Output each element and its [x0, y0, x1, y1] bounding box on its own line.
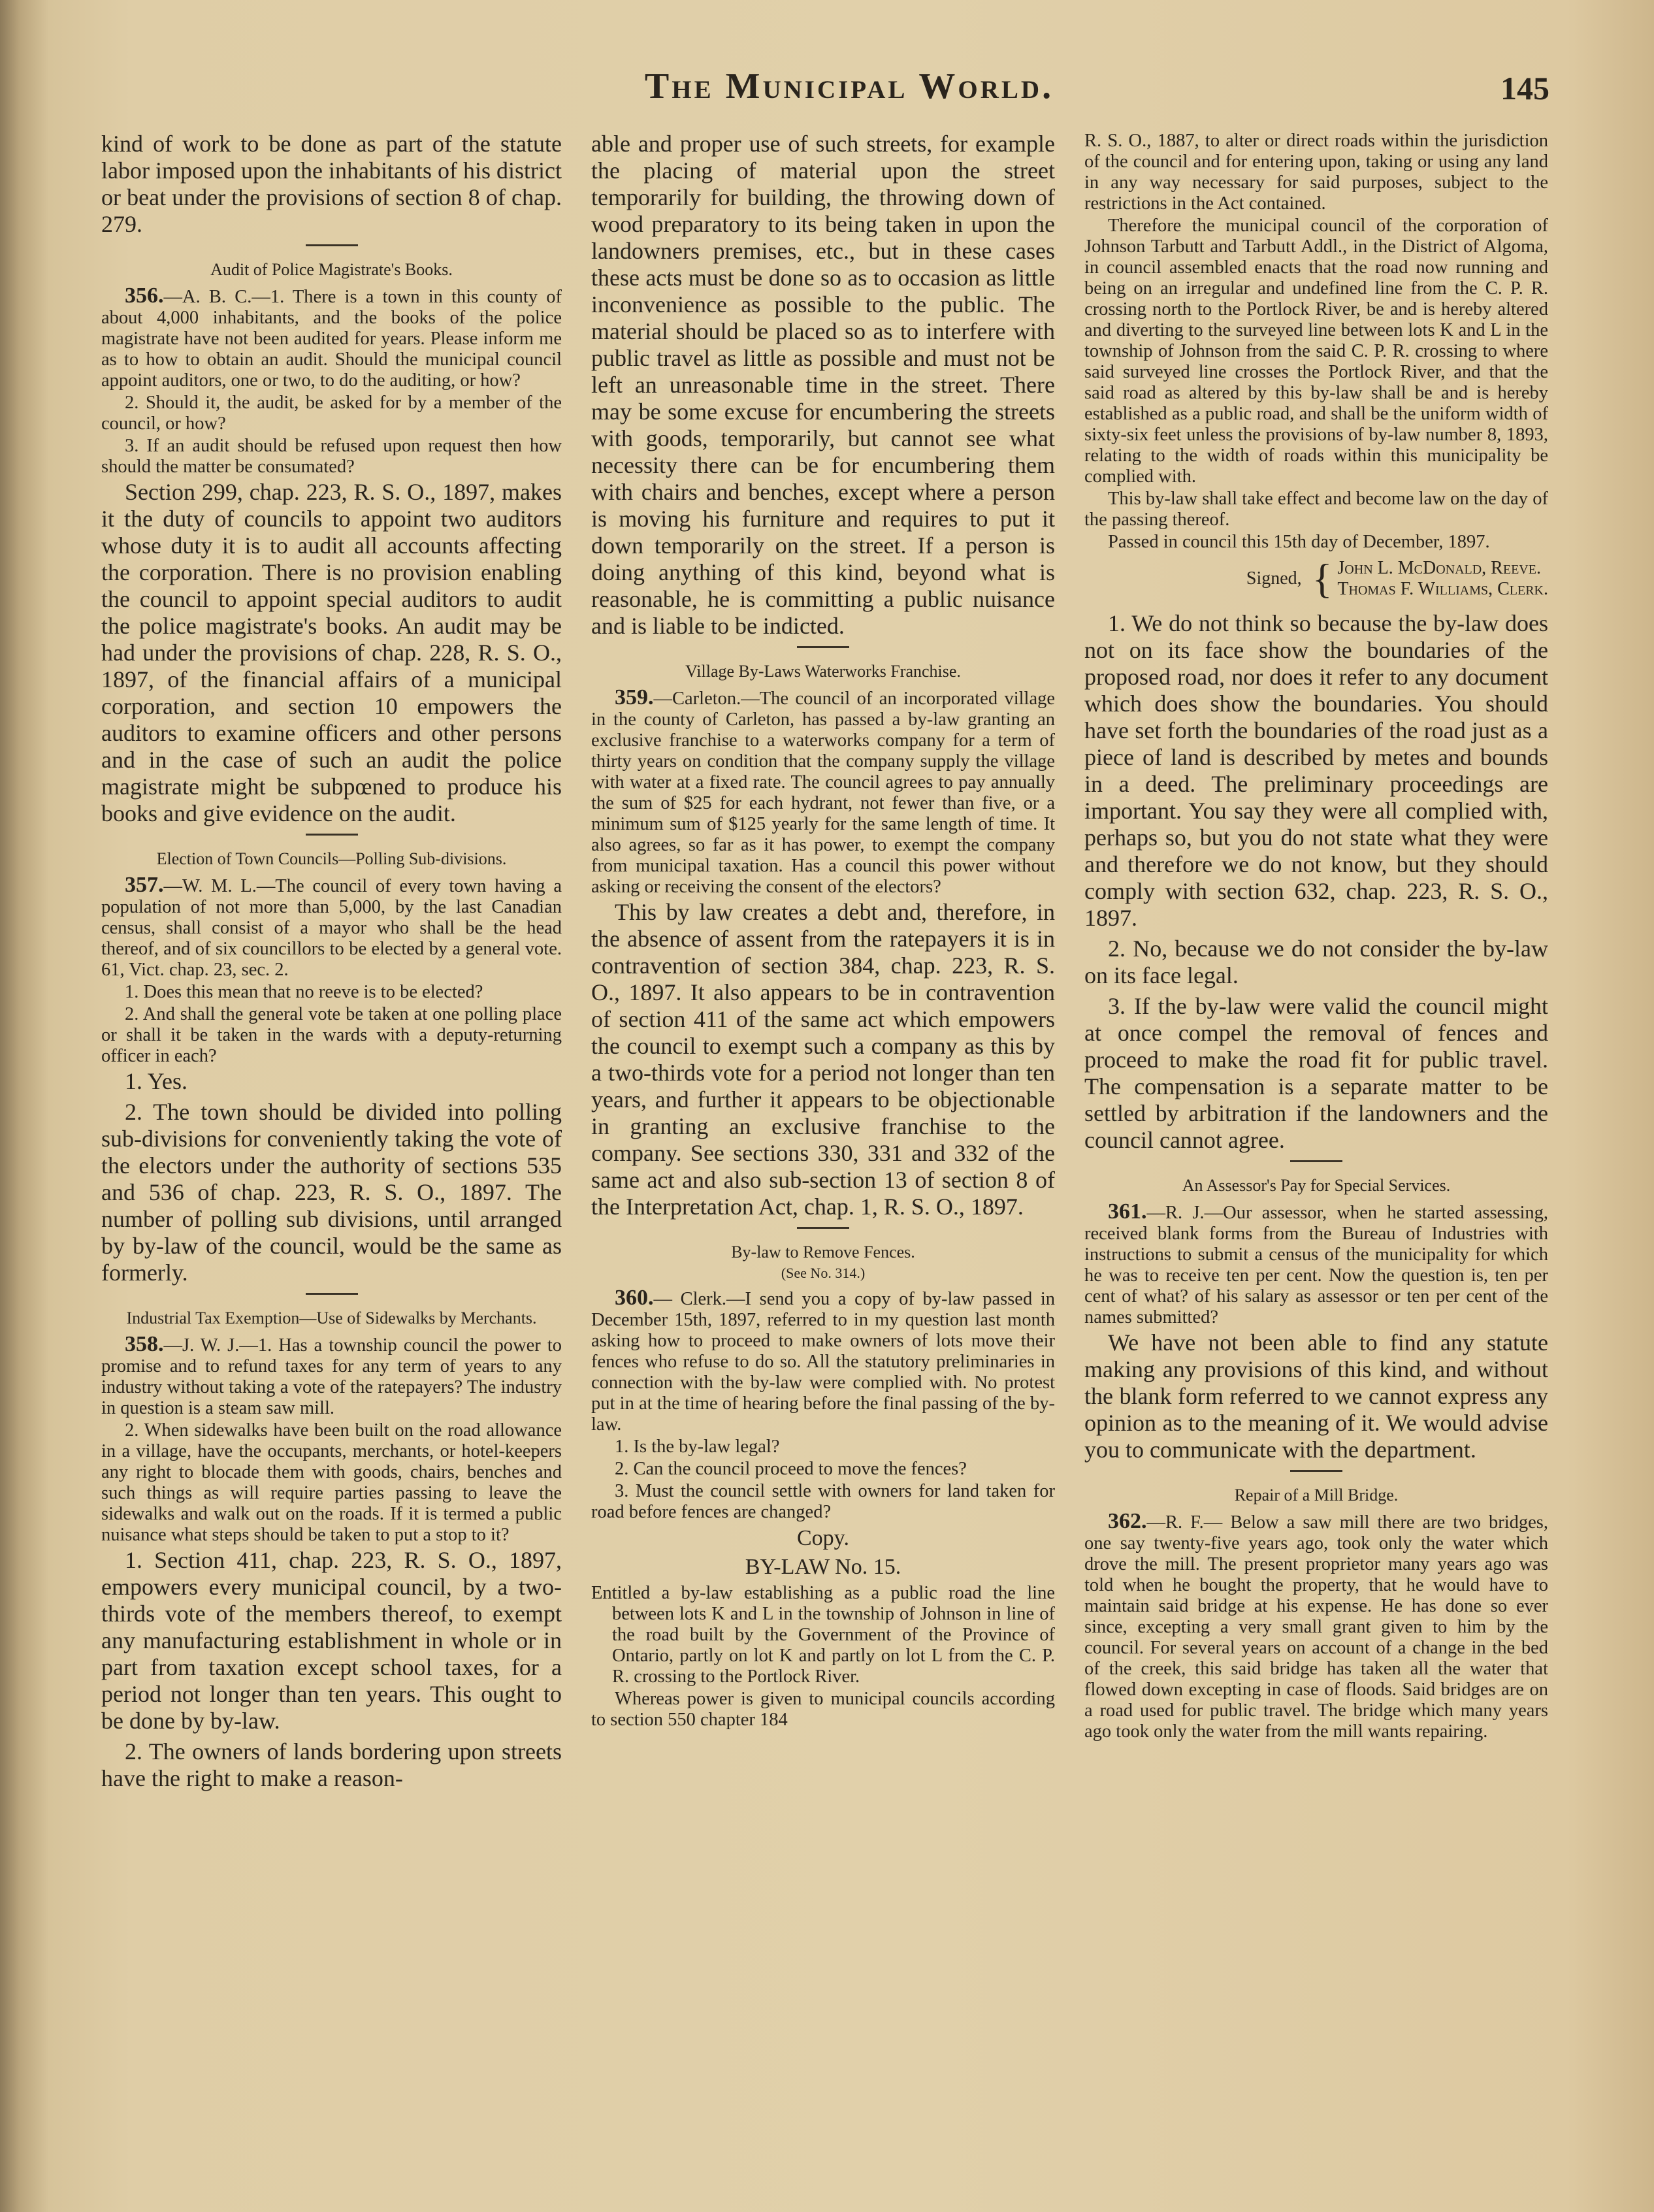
question-357-part-2: 2. And shall the general vote be taken at one polling place or shall it be taken in the wards with a deputy-returning officer in each?	[101, 1004, 562, 1066]
question-358	[101, 1334, 562, 1419]
answer-356: Section 299, chap. 223, R. S. O., 1897, makes it the duty of councils to appoint two auditors whose duty it is to audit all accounts affecting the corporation. There is no provision enabling the council to appoint special auditors to audit the police magistrate's books. An audit may be had under the provisions of chap. 228, R. S. O., 1897, of the financial affairs of a municipal corporation, and section 10 empowers the auditors to examine officers and other persons and in the case of such an audit the police magistrate might be subpœned to produce his books and give evidence on the audit.	[101, 479, 562, 826]
answer-358-part-1: 1. Section 411, chap. 223, R. S. O., 1897, empowers every municipal council, by a two-thirds vote of the members thereof, to exempt any manufacturing establishment in whole or in part from taxation except school taxes, for a period not longer than ten years. This ought to be done by by-law.	[101, 1547, 562, 1734]
signed-label: Signed,	[1246, 568, 1302, 589]
divider	[797, 1227, 849, 1229]
question-text: —J. W. J.—1. Has a township council the power to promise and to refund taxes for any term of years to any industry without taking a vote of the ratepayers? The industry in question is a steam saw mill.	[101, 1335, 562, 1418]
signature-block	[1084, 555, 1548, 602]
divider	[306, 244, 358, 246]
heading-360-reference: (See No. 314.)	[781, 1265, 866, 1281]
signature-reeve: John L. McDonald, Reeve.	[1337, 558, 1541, 578]
masthead-title: The Municipal World.	[644, 66, 1054, 106]
question-356	[101, 285, 562, 391]
bylaw-passed: Passed in council this 15th day of December, 1897.	[1108, 532, 1490, 552]
question-number: 356.	[125, 284, 164, 308]
heading-362: Repair of a Mill Bridge.	[1234, 1486, 1399, 1504]
copy-label: Copy.	[797, 1526, 849, 1550]
question-number: 362.	[1108, 1509, 1147, 1533]
question-text: — Clerk.—I send you a copy of by-law passed in December 15th, 1897, referred to in my question last month asking how to proceed to make owners of lots move their fences who refuse to do so. All the statutory preliminaries in connection with the by-law were complied with. No protest put in at the time of hearing before the final passing of the by-law.	[591, 1289, 1055, 1435]
bylaw-title: BY-LAW No. 15.	[745, 1555, 901, 1579]
heading-357: Election of Town Councils—Polling Sub-divisions.	[156, 849, 507, 868]
question-number: 358.	[125, 1332, 164, 1356]
divider	[797, 646, 849, 648]
question-358-part-2: 2. When sidewalks have been built on the road allowance in a village, have the occupants, merchants, or hotel-keepers any right to blocade them with goods, chairs, benches and such things as will require parties passing to leave the sidewalks and walk out on the roads. If it is termed a public nuisance what steps should be taken to put a stop to it?	[101, 1420, 562, 1545]
question-360-part-1: 1. Is the by-law legal?	[615, 1437, 780, 1457]
question-text: —A. B. C.—1. There is a town in this county of about 4,000 inhabitants, and the books of the police magistrate have not been audited for years. Please inform me as to how to obtain an audit. Should the municipal council appoint auditors, one or two, to do the auditing, or how?	[101, 287, 562, 391]
heading-361: An Assessor's Pay for Special Services.	[1182, 1176, 1451, 1195]
continued-answer-358: able and proper use of such streets, for example the placing of material upon the street temporarily for building, the throwing down of wood preparatory to its being taken in upon the landowners premises, etc., but in these cases these acts must be done so as to occasion as little inconvenience as possible to the public. The material should be placed so as to interfere with public travel as little as possible and must not be left an unreasonable time in the street. There may be some excuse for encumbering the streets with goods, temporarily, but cannot see what necessity there can be for encumbering them with chairs and benches, except where a person is moving his furniture and requires to put it down temporarily on the street. If a person is doing anything of this kind, beyond what is reasonable, he is committing a public nuisance and is liable to be indicted.	[591, 131, 1055, 639]
question-360	[591, 1288, 1055, 1435]
question-number: 360.	[615, 1286, 654, 1310]
answer-360-part-2: 2. No, because we do not consider the by-law on its face legal.	[1084, 935, 1548, 988]
heading-358: Industrial Tax Exemption—Use of Sidewalks by Merchants.	[126, 1309, 537, 1327]
page-number: 145	[1500, 70, 1549, 106]
question-357	[101, 875, 562, 981]
heading-356: Audit of Police Magistrate's Books.	[210, 260, 453, 279]
divider	[1290, 1470, 1342, 1472]
heading-359: Village By-Laws Waterworks Franchise.	[685, 662, 961, 681]
question-text: —Carleton.—The council of an incorporated village in the county of Carleton, has passed a by-law granting an exclusive franchise to a waterworks company for a term of thirty years on condition that the company supply the village with water at a fixed rate. The council agrees to pay annually the sum of $25 for each hydrant, not fewer than five, or a minimum sum of $125 yearly for the same length of time. It also agrees, so far as it has power, to exempt the company from municipal taxation. Has a council this power without asking or receiving the consent of the electors?	[591, 689, 1055, 897]
question-text: —R. F.— Below a saw mill there are two bridges, one say twenty-five years ago, took only the water which drove the mill. The present proprietor many years ago was told when he bought the property, that he would have to maintain said bridge at his expense. He has done so ever since, excepting a very small grant given to him by the council. For several years on account of a change in the bed of the creek, this said bridge has taken all the water that flowed down excepting in case of floods. Said bridges are on a road used for public travel. The bridge which many years ago took only the water from the mill wants repairing.	[1084, 1512, 1548, 1742]
answer-359: This by law creates a debt and, therefore, in the absence of assent from the ratepayers it is in contravention of section 384, chap. 223, R. S. O., 1897. It also appears to be in contravention of section 411 of the same act which empowers the council to exempt such a company as this by a two-thirds vote for a period not longer than ten years, and further it appears to be objectionable in granting an exclusive franchise to the company. See sections 330, 331 and 332 of the same act and also sub-section 13 of section 8 of the Interpretation Act, chap. 1, R. S. O., 1897.	[591, 899, 1055, 1220]
bylaw-continued: R. S. O., 1887, to alter or direct roads within the jurisdiction of the council and for entering upon, taking or using any land in any way necessary for said purposes, subject to the restrictions in the Act contained.	[1084, 131, 1548, 214]
question-360-part-3: 3. Must the council settle with owners for land taken for road before fences are changed?	[591, 1481, 1055, 1522]
divider	[306, 1293, 358, 1295]
heading-360: By-law to Remove Fences.	[731, 1243, 915, 1261]
bylaw-whereas: Whereas power is given to municipal councils according to section 550 chapter 184	[591, 1689, 1055, 1730]
column-1	[101, 131, 562, 1796]
column-2	[591, 131, 1055, 1732]
question-357-part-1: 1. Does this mean that no reeve is to be elected?	[125, 982, 483, 1002]
bylaw-entitled: Entitled a by-law establishing as a public road the line between lots K and L in the township of Johnson in line of the road built by the Government of the Province of Ontario, partly on lot K and partly on lot L from the C. P. R. crossing to the Portlock River.	[591, 1583, 1055, 1687]
signature-names	[1337, 558, 1548, 600]
brace-glyph: {	[1312, 555, 1333, 602]
page-header	[0, 65, 1654, 118]
question-361	[1084, 1201, 1548, 1328]
divider	[1290, 1160, 1342, 1162]
answer-360-part-3: 3. If the by-law were valid the council might at once compel the removal of fences and proceed to make the road fit for public travel. The compensation is a separate matter to be settled by arbitration if the landowners and the council cannot agree.	[1084, 993, 1548, 1153]
divider	[306, 834, 358, 836]
answer-357-part-1: 1. Yes.	[125, 1068, 188, 1094]
question-359	[591, 687, 1055, 898]
answer-358-part-2: 2. The owners of lands bordering upon streets have the right to make a reason-	[101, 1738, 562, 1791]
answer-361: We have not been able to find any statute making any provisions of this kind, and without the blank form referred to we cannot express any opinion as to the meaning of it. We would advise you to communicate with the department.	[1084, 1329, 1548, 1463]
question-number: 357.	[125, 873, 164, 897]
question-356-part-3: 3. If an audit should be refused upon request then how should the matter be consumated?	[101, 436, 562, 477]
question-number: 361.	[1108, 1199, 1147, 1224]
question-text: —W. M. L.—The council of every town having a population of not more than 5,000, by the last Canadian census, shall consist of a mayor who shall be the head thereof, and of six councillors to be elected by a general vote. 61, Vict. chap. 23, sec. 2.	[101, 876, 562, 980]
question-number: 359.	[615, 685, 654, 709]
column-3	[1084, 131, 1548, 1744]
intro-paragraph: kind of work to be done as part of the statute labor imposed upon the inhabitants of his district or beat under the provisions of section 8 of chap. 279.	[101, 131, 562, 237]
question-360-part-2: 2. Can the council proceed to move the fences?	[615, 1459, 967, 1479]
bylaw-effect: This by-law shall take effect and become law on the day of the passing thereof.	[1084, 489, 1548, 530]
answer-360-part-1: 1. We do not think so because the by-law does not on its face show the boundaries of the proposed road, nor does it refer to any document which does show the boundaries. You should have set forth the boundaries of the road just as a piece of land is described by metes and bounds in a deed. The preliminary proceedings are important. You say they were all complied with, perhaps so, but you do not state what they were and therefore we do not know, but they should comply with section 632, chap. 223, R. S. O., 1897.	[1084, 610, 1548, 931]
question-362	[1084, 1511, 1548, 1742]
bylaw-therefore: Therefore the municipal council of the corporation of Johnson Tarbutt and Tarbutt Addl., in the District of Algoma, in council assembled enacts that the road now running and being on an irregular and undefined line from the C. P. R. crossing north to the Portlock River, be and is hereby altered and diverting to the surveyed line between lots K and L in the township of Johnson from the said C. P. R. crossing to where said surveyed line crosses the Portlock River, and that the said road as altered by this by-law shall be and is hereby established as a public road, and shall be the uniform width of sixty-six feet unless the provisions of by-law number 8, 1893, relating to the width of roads within this municipality be complied with.	[1084, 216, 1548, 487]
signature-clerk: Thomas F. Williams, Clerk.	[1337, 579, 1548, 599]
question-text: —R. J.—Our assessor, when he started assessing, received blank forms from the Bureau of Industries with instructions to submit a census of the municipality for which he was to receive ten per cent. Now the question is, ten per cent of what? of his salary as assessor or ten per cent of the names submitted?	[1084, 1203, 1548, 1327]
answer-357-part-2: 2. The town should be divided into polling sub-divisions for conveniently taking the vote of the electors under the authority of sections 535 and 536 of chap. 223, R. S. O., 1897. The number of polling sub divisions, until arranged by by-law of the council, would be the same as formerly.	[101, 1099, 562, 1286]
question-356-part-2: 2. Should it, the audit, be asked for by a member of the council, or how?	[101, 393, 562, 434]
